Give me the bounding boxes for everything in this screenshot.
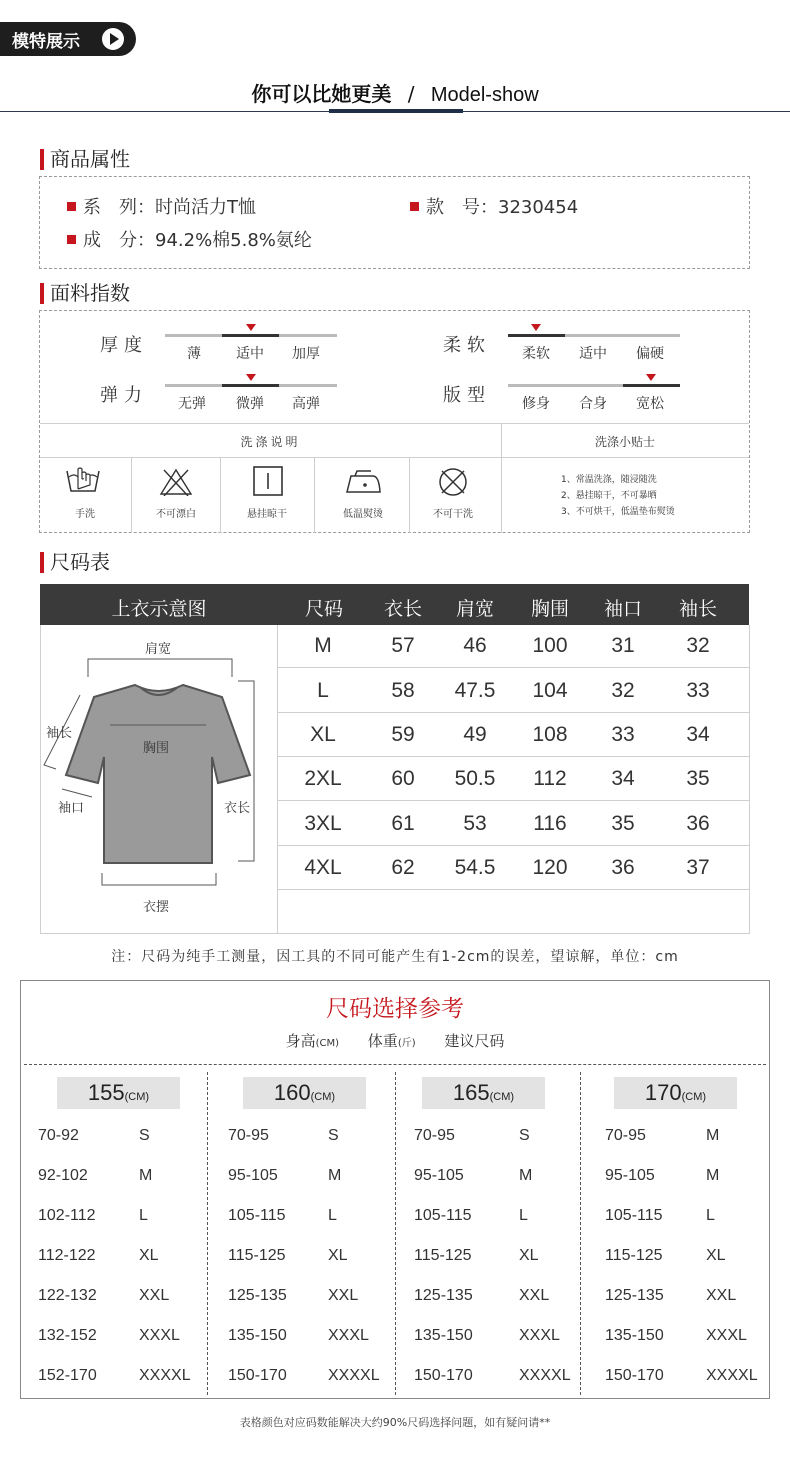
weight-range-cell: 125-135 — [414, 1287, 473, 1304]
weight-range-cell: 105-115 — [605, 1207, 663, 1224]
subtitle-cn: 你可以比她更美 — [251, 82, 392, 106]
table-row-line — [278, 800, 749, 801]
recommended-size-cell: XL — [328, 1247, 348, 1264]
weight-range-cell: 102-112 — [38, 1207, 96, 1224]
height-badge: 160(CM) — [243, 1077, 366, 1109]
col-header: 胸围 — [530, 598, 569, 620]
size-table-header — [40, 584, 749, 625]
table-row-line — [278, 667, 749, 668]
fabric-bar-fit — [508, 384, 680, 387]
fabric-bar-thickness — [165, 334, 337, 337]
recommended-size-cell: XL — [139, 1247, 159, 1264]
table-border — [749, 625, 750, 934]
fabric-label-elasticity: 弹力 — [100, 385, 148, 406]
recommended-size-cell: XXXL — [139, 1327, 180, 1344]
diagram-title: 上衣示意图 — [111, 598, 207, 620]
weight-range-cell: 92-102 — [38, 1167, 88, 1184]
size-value-cell: 33 — [686, 679, 710, 702]
recommended-size-cell: L — [328, 1207, 337, 1224]
wash-tip: 3、不可烘干，低温垫布熨烫 — [561, 507, 675, 517]
weight-range-cell: 135-150 — [228, 1327, 287, 1344]
recommended-size-cell: XL — [519, 1247, 539, 1264]
diagram-label-chest: 胸围 — [143, 741, 170, 756]
size-value-cell: 100 — [532, 634, 568, 657]
recommended-size-cell: S — [139, 1127, 150, 1144]
fabric-option: 适中 — [579, 346, 607, 362]
size-value-cell: 32 — [611, 679, 635, 702]
fabric-option: 加厚 — [292, 346, 320, 362]
size-label-cell: 3XL — [304, 812, 342, 835]
wash-caption: 低温熨烫 — [343, 509, 383, 520]
fabric-label-fit: 版型 — [443, 385, 491, 406]
weight-range-cell: 125-135 — [605, 1287, 664, 1304]
table-row-line — [278, 756, 749, 757]
fabric-option: 修身 — [522, 396, 550, 412]
height-badge: 155(CM) — [57, 1077, 180, 1109]
wash-caption: 不可漂白 — [156, 509, 196, 520]
weight-range-cell: 95-105 — [414, 1167, 464, 1184]
size-value-cell: 34 — [686, 723, 710, 746]
fabric-option: 薄 — [187, 346, 201, 362]
col-header: 尺码 — [304, 598, 343, 620]
size-value-cell: 50.5 — [454, 767, 496, 790]
size-table-heading: 尺码表 — [40, 551, 110, 573]
tshirt-diagram-icon — [40, 625, 278, 934]
weight-range-cell: 70-92 — [38, 1127, 79, 1144]
subtitle-separator: / — [407, 82, 415, 106]
size-value-cell: 54.5 — [454, 856, 496, 879]
recommended-size-cell: M — [328, 1167, 342, 1184]
size-label-cell: L — [317, 679, 329, 702]
diagram-label-body-length: 衣长 — [224, 801, 251, 816]
bullet-square-icon — [67, 235, 76, 244]
recommended-size-cell: XXL — [139, 1287, 170, 1304]
title-divider-accent — [329, 109, 463, 113]
recommended-size-cell: XXL — [519, 1287, 550, 1304]
weight-range-cell: 132-152 — [38, 1327, 97, 1344]
weight-range-cell: 135-150 — [414, 1327, 473, 1344]
model-show-tag — [0, 22, 136, 56]
fabric-option: 偏硬 — [636, 346, 664, 362]
diagram-label-shoulder: 肩宽 — [145, 642, 172, 657]
table-row-line — [278, 845, 749, 846]
hand-wash-icon — [64, 465, 102, 497]
col-header: 衣长 — [383, 598, 422, 620]
recommend-divider — [207, 1072, 208, 1395]
attributes-box — [39, 176, 750, 269]
selected-marker-icon — [646, 374, 656, 381]
wash-divider — [314, 457, 315, 533]
size-label-cell: 4XL — [304, 856, 342, 879]
wash-caption: 手洗 — [75, 509, 95, 520]
fabric-option: 微弹 — [236, 396, 264, 412]
recommended-size-cell: XXL — [328, 1287, 359, 1304]
bullet-square-icon — [410, 202, 419, 211]
selected-marker-icon — [246, 374, 256, 381]
fabric-bar-elasticity — [165, 384, 337, 387]
size-value-cell: 36 — [611, 856, 635, 879]
size-value-cell: 36 — [686, 812, 710, 835]
play-icon — [102, 28, 124, 50]
diagram-label-sleeve-length: 袖长 — [46, 726, 73, 741]
weight-range-cell: 70-95 — [228, 1127, 269, 1144]
fabric-label-softness: 柔软 — [443, 335, 491, 356]
recommended-size-cell: L — [519, 1207, 528, 1224]
fabric-option: 柔软 — [522, 346, 550, 362]
recommended-size-cell: L — [139, 1207, 148, 1224]
attributes-heading: 商品属性 — [40, 148, 130, 170]
fabric-label-thickness: 厚度 — [100, 335, 148, 356]
size-value-cell: 108 — [532, 723, 568, 746]
recommended-size-cell: XXXL — [706, 1327, 747, 1344]
size-value-cell: 57 — [391, 634, 415, 657]
size-value-cell: 35 — [686, 767, 710, 790]
weight-range-cell: 125-135 — [228, 1287, 287, 1304]
recommended-size-cell: S — [328, 1127, 339, 1144]
no-bleach-icon — [159, 468, 193, 496]
attr-style-number: 款 号：3230454 — [410, 193, 578, 219]
size-recommend-subtitle: 身高(CM) 体重(斤) 建议尺码 — [285, 1032, 505, 1050]
table-row-line — [278, 712, 749, 713]
weight-range-cell: 95-105 — [228, 1167, 278, 1184]
fabric-option: 无弹 — [178, 396, 206, 412]
weight-range-cell: 95-105 — [605, 1167, 655, 1184]
fabric-bar-softness — [508, 334, 680, 337]
fabric-option: 宽松 — [636, 396, 664, 412]
table-row-line — [278, 933, 749, 934]
recommended-size-cell: XXXXL — [519, 1367, 571, 1384]
col-header: 袖口 — [603, 598, 642, 620]
recommended-size-cell: XXXXL — [706, 1367, 758, 1384]
wash-instructions-heading: 洗涤说明 — [240, 435, 301, 449]
recommended-size-cell: M — [519, 1167, 533, 1184]
table-row-line — [278, 889, 749, 890]
weight-range-cell: 152-170 — [38, 1367, 97, 1384]
fabric-heading: 面料指数 — [40, 282, 130, 304]
recommend-divider — [395, 1072, 396, 1395]
recommended-size-cell: XXXL — [519, 1327, 560, 1344]
recommended-size-cell: M — [706, 1127, 720, 1144]
weight-range-cell: 115-125 — [228, 1247, 286, 1264]
recommended-size-cell: XXL — [706, 1287, 737, 1304]
fabric-option: 适中 — [236, 346, 264, 362]
weight-range-cell: 122-132 — [38, 1287, 97, 1304]
selected-marker-icon — [531, 324, 541, 331]
recommended-size-cell: M — [139, 1167, 153, 1184]
height-badge: 165(CM) — [422, 1077, 545, 1109]
diagram-label-hem: 衣摆 — [143, 900, 170, 915]
no-dry-clean-icon — [437, 466, 469, 498]
weight-range-cell: 105-115 — [414, 1207, 472, 1224]
height-badge: 170(CM) — [614, 1077, 737, 1109]
size-value-cell: 120 — [532, 856, 568, 879]
wash-tip: 2、悬挂晾干，不可暴晒 — [561, 491, 657, 501]
wash-caption: 悬挂晾干 — [247, 509, 287, 520]
size-value-cell: 104 — [532, 679, 568, 702]
wash-divider — [220, 457, 221, 533]
size-note: 注：尺码为纯手工测量，因工具的不同可能产生有1-2cm的误差，望谅解，单位：cm — [111, 949, 679, 965]
attr-series: 系 列：时尚活力T恤 — [67, 193, 256, 219]
weight-range-cell: 105-115 — [228, 1207, 286, 1224]
recommended-size-cell: L — [706, 1207, 715, 1224]
size-value-cell: 47.5 — [454, 679, 496, 702]
subtitle-en: Model-show — [430, 84, 539, 106]
size-value-cell: 49 — [463, 723, 487, 746]
size-value-cell: 32 — [686, 634, 710, 657]
size-value-cell: 53 — [463, 812, 487, 835]
attr-composition: 成 分：94.2%棉5.8%氨纶 — [67, 226, 312, 252]
weight-range-cell: 135-150 — [605, 1327, 664, 1344]
low-iron-icon — [343, 468, 383, 496]
hang-dry-icon — [252, 465, 284, 497]
weight-range-cell: 112-122 — [38, 1247, 96, 1264]
weight-range-cell: 150-170 — [605, 1367, 664, 1384]
page-subtitle — [0, 78, 790, 107]
diagram-label-cuff: 袖口 — [58, 801, 85, 816]
size-value-cell: 62 — [391, 856, 415, 879]
size-value-cell: 46 — [463, 634, 487, 657]
wash-caption: 不可干洗 — [433, 509, 473, 520]
size-value-cell: 35 — [611, 812, 635, 835]
wash-tips-heading: 洗涤小贴士 — [594, 435, 655, 449]
wash-divider — [409, 457, 410, 533]
size-label-cell: 2XL — [304, 767, 342, 790]
footer-note: 表格颜色对应码数能解决大约90%尺码选择问题，如有疑问请** — [239, 1416, 551, 1429]
col-header: 袖长 — [678, 598, 717, 620]
recommended-size-cell: XL — [706, 1247, 726, 1264]
size-value-cell: 60 — [391, 767, 415, 790]
size-value-cell: 59 — [391, 723, 415, 746]
weight-range-cell: 115-125 — [605, 1247, 663, 1264]
weight-range-cell: 115-125 — [414, 1247, 472, 1264]
wash-divider — [40, 457, 749, 458]
size-recommend-title: 尺码选择参考 — [326, 996, 464, 1022]
size-value-cell: 58 — [391, 679, 415, 702]
recommended-size-cell: XXXXL — [139, 1367, 191, 1384]
weight-range-cell: 70-95 — [605, 1127, 646, 1144]
fabric-option: 高弹 — [292, 396, 320, 412]
size-value-cell: 61 — [391, 812, 415, 835]
size-value-cell: 116 — [533, 812, 567, 835]
size-label-cell: XL — [310, 723, 336, 746]
size-value-cell: 33 — [611, 723, 635, 746]
size-value-cell: 112 — [533, 767, 567, 790]
weight-range-cell: 150-170 — [228, 1367, 287, 1384]
size-value-cell: 37 — [686, 856, 710, 879]
wash-divider — [131, 457, 132, 533]
size-value-cell: 34 — [611, 767, 635, 790]
recommended-size-cell: XXXXL — [328, 1367, 380, 1384]
recommended-size-cell: XXXL — [328, 1327, 369, 1344]
wash-tip: 1、常温洗涤，随浸随洗 — [561, 475, 657, 485]
size-value-cell: 31 — [611, 634, 635, 657]
recommend-divider — [24, 1064, 766, 1065]
bullet-square-icon — [67, 202, 76, 211]
selected-marker-icon — [246, 324, 256, 331]
weight-range-cell: 70-95 — [414, 1127, 455, 1144]
fabric-option: 合身 — [579, 396, 607, 412]
model-show-tag-label: 模特展示 — [12, 31, 80, 52]
size-label-cell: M — [314, 634, 332, 657]
weight-range-cell: 150-170 — [414, 1367, 473, 1384]
recommended-size-cell: S — [519, 1127, 530, 1144]
col-header: 肩宽 — [455, 598, 494, 620]
recommended-size-cell: M — [706, 1167, 720, 1184]
recommend-divider — [580, 1072, 581, 1395]
wash-divider — [40, 423, 749, 424]
